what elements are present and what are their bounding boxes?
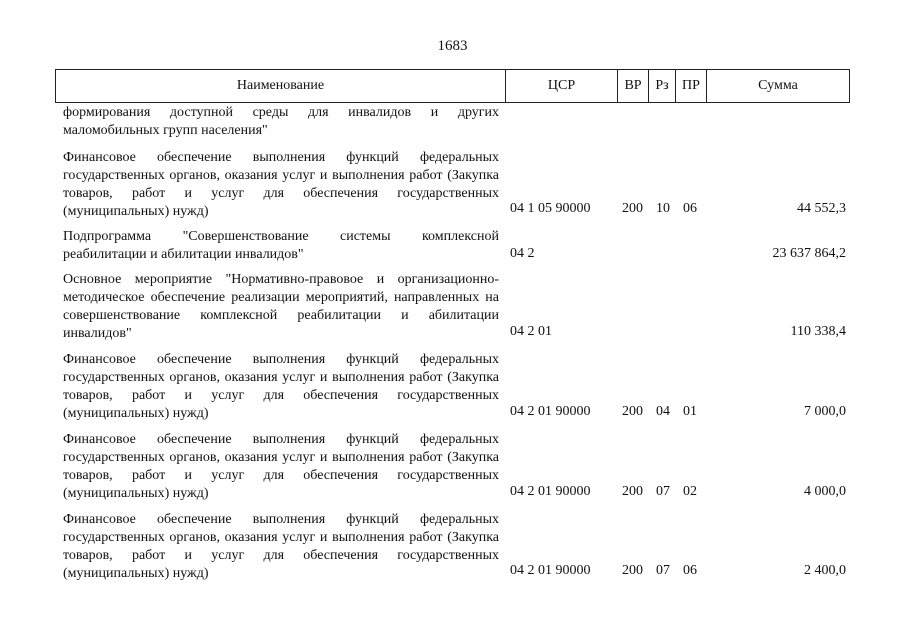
row-pr: 01 (683, 404, 697, 419)
row-vr: 200 (622, 201, 643, 216)
row-csr: 04 2 (510, 246, 535, 261)
row-name: Основное мероприятие "Нормативно-правовое и организационно-методическое обеспечение реализации мероприятий, направленных на совершенствование комплексной реабилитации и абилитации инвалидов" (63, 272, 499, 341)
row-csr: 04 2 01 90000 (510, 404, 591, 419)
row-vr: 200 (622, 563, 643, 578)
row-csr: 04 2 01 (510, 324, 552, 339)
row-vr: 200 (622, 404, 643, 419)
row-name: Финансовое обеспечение выполнения функций федеральных государственных органов, оказания услуг и выполнения работ (Закупка товаров, работ и услуг для обеспечения государственных (муниципальных) нужд) (63, 512, 499, 581)
row-pr: 06 (683, 563, 697, 578)
row-rz: 07 (656, 563, 670, 578)
row-name: формирования доступной среды для инвалидов и других маломобильных групп населения" (63, 105, 499, 138)
header-vr: ВР (618, 70, 649, 103)
row-rz: 07 (656, 484, 670, 499)
row-name: Подпрограмма "Совершенствование системы комплексной реабилитации и абилитации инвалидов" (63, 229, 499, 262)
row-sum: 44 552,3 (797, 201, 846, 216)
row-sum: 23 637 864,2 (772, 246, 846, 261)
row-csr: 04 2 01 90000 (510, 484, 591, 499)
header-csr: ЦСР (506, 70, 618, 103)
header-sum: Сумма (707, 70, 850, 103)
header-rz: Рз (649, 70, 676, 103)
page-number: 1683 (437, 38, 468, 54)
row-rz: 10 (656, 201, 670, 216)
row-name: Финансовое обеспечение выполнения функций федеральных государственных органов, оказания услуг и выполнения работ (Закупка товаров, работ и услуг для обеспечения государственных (муниципальных) нужд) (63, 432, 499, 501)
row-sum: 4 000,0 (804, 484, 846, 499)
header-pr: ПР (676, 70, 707, 103)
row-rz: 04 (656, 404, 670, 419)
row-csr: 04 1 05 90000 (510, 201, 591, 216)
row-pr: 06 (683, 201, 697, 216)
row-name: Финансовое обеспечение выполнения функций федеральных государственных органов, оказания услуг и выполнения работ (Закупка товаров, работ и услуг для обеспечения государственных (муниципальных) нужд) (63, 150, 499, 219)
row-name: Финансовое обеспечение выполнения функций федеральных государственных органов, оказания услуг и выполнения работ (Закупка товаров, работ и услуг для обеспечения государственных (муниципальных) нужд) (63, 352, 499, 421)
row-vr: 200 (622, 484, 643, 499)
row-sum: 110 338,4 (790, 324, 846, 339)
row-sum: 2 400,0 (804, 563, 846, 578)
row-sum: 7 000,0 (804, 404, 846, 419)
row-pr: 02 (683, 484, 697, 499)
row-csr: 04 2 01 90000 (510, 563, 591, 578)
header-name: Наименование (56, 70, 506, 103)
